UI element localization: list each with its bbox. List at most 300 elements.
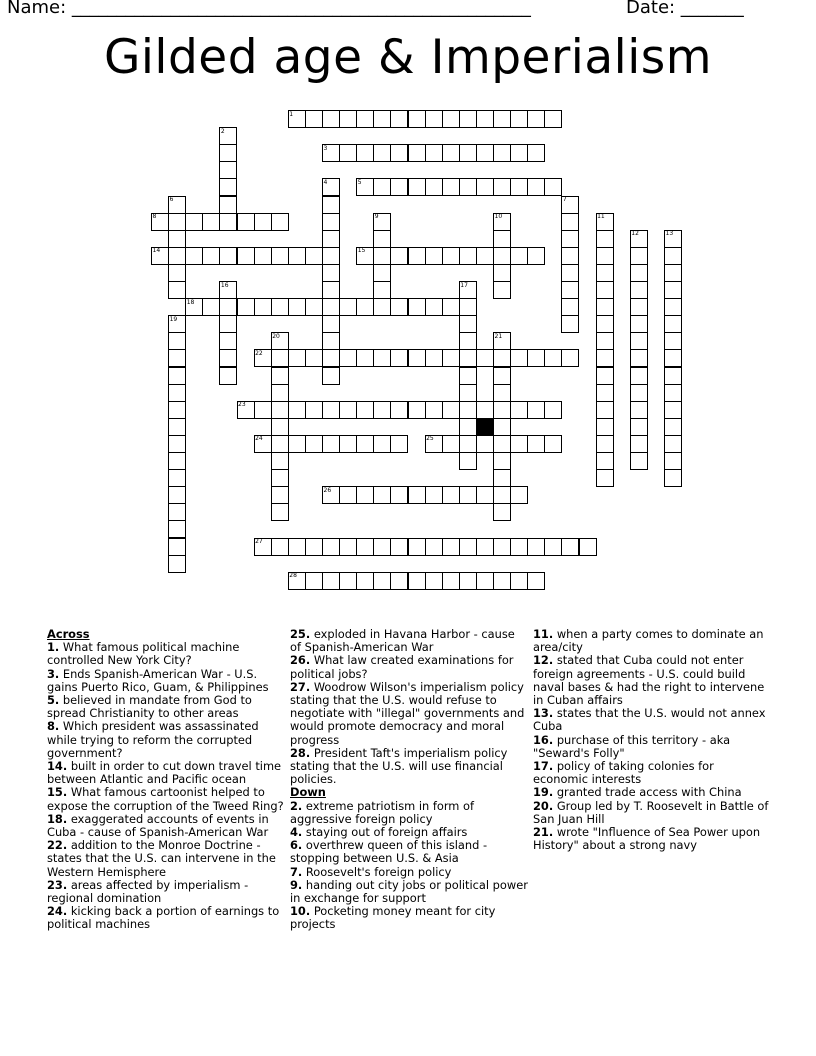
grid-cell[interactable] (459, 418, 477, 436)
clue-text: What famous cartoonist helped to expose the corruption of the Tweed Ring? (47, 785, 284, 813)
grid-cell[interactable] (476, 110, 494, 128)
grid-cell[interactable] (356, 538, 374, 556)
grid-cell[interactable] (493, 418, 511, 436)
grid-cell[interactable] (459, 110, 477, 128)
across-heading: Across (47, 627, 90, 641)
grid-cell[interactable] (168, 230, 186, 248)
grid-cell[interactable] (288, 401, 306, 419)
grid-cell[interactable] (527, 349, 545, 367)
grid-cell[interactable] (339, 538, 357, 556)
grid-cell[interactable] (493, 367, 511, 385)
grid-cell[interactable] (219, 178, 237, 196)
grid-cell[interactable] (493, 435, 511, 453)
grid-cell[interactable] (596, 418, 614, 436)
grid-cell[interactable] (271, 247, 289, 265)
grid-cell[interactable] (356, 401, 374, 419)
grid-cell[interactable] (219, 315, 237, 333)
grid-cell[interactable] (664, 247, 682, 265)
grid-cell[interactable] (271, 418, 289, 436)
grid-cell[interactable] (305, 401, 323, 419)
grid-cell[interactable] (390, 178, 408, 196)
grid-cell[interactable] (442, 435, 460, 453)
grid-cell[interactable] (408, 349, 426, 367)
grid-cell[interactable] (476, 401, 494, 419)
grid-cell[interactable] (630, 349, 648, 367)
grid-cell[interactable] (664, 367, 682, 385)
grid-cell[interactable] (561, 315, 579, 333)
grid-cell[interactable] (476, 486, 494, 504)
grid-cell[interactable] (527, 144, 545, 162)
grid-cell[interactable] (544, 435, 562, 453)
grid-cell[interactable] (527, 401, 545, 419)
grid-cell[interactable] (271, 503, 289, 521)
grid-cell[interactable] (493, 486, 511, 504)
grid-cell[interactable] (596, 452, 614, 470)
grid-cell[interactable] (510, 572, 528, 590)
grid-cell[interactable] (254, 401, 272, 419)
grid-cell[interactable] (459, 572, 477, 590)
grid-cell[interactable] (630, 367, 648, 385)
grid-cell[interactable] (664, 332, 682, 350)
clue-number-label: 26. (290, 653, 311, 668)
grid-cell[interactable] (322, 349, 340, 367)
grid-cell[interactable] (339, 435, 357, 453)
grid-cell[interactable] (288, 298, 306, 316)
grid-cell[interactable] (373, 178, 391, 196)
grid-cell[interactable] (596, 469, 614, 487)
grid-cell[interactable] (390, 110, 408, 128)
grid-cell[interactable] (510, 178, 528, 196)
grid-cell[interactable] (476, 435, 494, 453)
grid-cell[interactable] (322, 196, 340, 214)
grid-cell[interactable] (493, 469, 511, 487)
grid-cell[interactable] (254, 298, 272, 316)
grid-cell[interactable] (373, 230, 391, 248)
grid-cell[interactable] (596, 401, 614, 419)
grid-cell[interactable] (373, 401, 391, 419)
grid-cell[interactable] (596, 281, 614, 299)
grid-cell[interactable] (442, 486, 460, 504)
grid-cell[interactable] (442, 298, 460, 316)
grid-cell[interactable] (561, 264, 579, 282)
down-heading: Down (290, 785, 326, 800)
grid-cell[interactable] (425, 401, 443, 419)
clue-number: 4 (323, 178, 328, 186)
grid-cell[interactable] (322, 230, 340, 248)
grid-cell[interactable] (185, 213, 203, 231)
grid-cell[interactable] (305, 247, 323, 265)
grid-cell[interactable] (408, 110, 426, 128)
grid-cell[interactable] (630, 315, 648, 333)
grid-cell[interactable] (527, 247, 545, 265)
grid-cell[interactable] (305, 298, 323, 316)
grid-cell[interactable] (254, 247, 272, 265)
grid-cell[interactable] (373, 435, 391, 453)
grid-cell[interactable] (561, 349, 579, 367)
grid-cell[interactable] (510, 538, 528, 556)
grid-cell[interactable] (219, 349, 237, 367)
grid-cell[interactable] (630, 401, 648, 419)
grid-cell[interactable] (408, 144, 426, 162)
grid-cell[interactable] (476, 178, 494, 196)
grid-cell[interactable] (373, 486, 391, 504)
grid-cell[interactable] (168, 538, 186, 556)
grid-cell[interactable] (168, 384, 186, 402)
grid-cell[interactable] (510, 401, 528, 419)
grid-cell[interactable] (527, 178, 545, 196)
grid-cell[interactable] (356, 572, 374, 590)
grid-cell[interactable] (322, 401, 340, 419)
grid-cell[interactable] (271, 486, 289, 504)
grid-cell[interactable] (442, 401, 460, 419)
grid-cell[interactable] (288, 247, 306, 265)
grid-cell[interactable] (425, 298, 443, 316)
grid-cell[interactable] (544, 110, 562, 128)
grid-cell[interactable] (596, 298, 614, 316)
grid-cell[interactable] (493, 230, 511, 248)
grid-cell[interactable] (596, 367, 614, 385)
grid-cell[interactable] (168, 247, 186, 265)
grid-cell[interactable] (596, 315, 614, 333)
grid-cell[interactable] (373, 298, 391, 316)
grid-cell[interactable] (493, 281, 511, 299)
grid-cell[interactable] (664, 384, 682, 402)
grid-cell[interactable] (459, 298, 477, 316)
grid-cell[interactable] (339, 144, 357, 162)
grid-cell[interactable] (271, 349, 289, 367)
grid-cell[interactable] (305, 349, 323, 367)
grid-cell[interactable] (476, 247, 494, 265)
grid-cell[interactable] (322, 213, 340, 231)
grid-cell[interactable] (356, 110, 374, 128)
grid-cell[interactable] (408, 572, 426, 590)
grid-cell[interactable] (630, 418, 648, 436)
down-clue (290, 879, 528, 905)
grid-cell[interactable] (373, 281, 391, 299)
grid-cell[interactable] (168, 452, 186, 470)
clue-number-label: 7. (290, 864, 303, 879)
grid-cell[interactable] (288, 435, 306, 453)
grid-cell[interactable] (390, 435, 408, 453)
grid-cell[interactable] (168, 349, 186, 367)
grid-cell[interactable] (544, 178, 562, 196)
grid-cell[interactable] (459, 332, 477, 350)
grid-cell[interactable] (493, 538, 511, 556)
grid-cell[interactable] (459, 349, 477, 367)
grid-cell[interactable] (373, 264, 391, 282)
grid-cell[interactable] (373, 110, 391, 128)
grid-cell[interactable] (356, 298, 374, 316)
grid-cell[interactable] (322, 367, 340, 385)
grid-cell[interactable] (527, 538, 545, 556)
grid-cell[interactable] (408, 401, 426, 419)
grid-cell[interactable] (664, 401, 682, 419)
grid-cell[interactable] (390, 401, 408, 419)
grid-cell[interactable] (561, 538, 579, 556)
grid-cell[interactable] (168, 435, 186, 453)
grid-cell[interactable] (561, 298, 579, 316)
grid-cell[interactable] (630, 281, 648, 299)
grid-cell[interactable] (237, 298, 255, 316)
grid-cell[interactable] (219, 247, 237, 265)
grid-cell[interactable] (408, 486, 426, 504)
grid-cell[interactable] (168, 469, 186, 487)
grid-cell[interactable] (219, 161, 237, 179)
date-field[interactable]: Date: _______ (626, 0, 744, 18)
grid-cell[interactable] (510, 435, 528, 453)
grid-cell[interactable] (493, 110, 511, 128)
grid-cell[interactable] (630, 247, 648, 265)
grid-cell[interactable] (493, 503, 511, 521)
grid-cell[interactable] (561, 230, 579, 248)
grid-cell[interactable] (168, 555, 186, 573)
grid-cell[interactable] (664, 298, 682, 316)
grid-cell[interactable] (596, 230, 614, 248)
grid-cell[interactable] (493, 247, 511, 265)
grid-cell[interactable] (168, 332, 186, 350)
grid-cell[interactable] (459, 178, 477, 196)
grid-cell[interactable] (356, 349, 374, 367)
grid-cell[interactable] (561, 247, 579, 265)
grid-cell[interactable] (425, 110, 443, 128)
grid-cell[interactable] (185, 247, 203, 265)
grid-cell[interactable] (408, 538, 426, 556)
grid-cell[interactable] (476, 144, 494, 162)
grid-cell[interactable] (271, 384, 289, 402)
grid-cell[interactable] (493, 178, 511, 196)
grid-cell[interactable] (271, 435, 289, 453)
grid-cell[interactable] (442, 144, 460, 162)
grid-cell[interactable] (271, 452, 289, 470)
grid-cell[interactable] (476, 538, 494, 556)
grid-cell[interactable] (459, 384, 477, 402)
grid-cell[interactable] (271, 367, 289, 385)
grid-cell[interactable] (579, 538, 597, 556)
grid-cell[interactable] (288, 538, 306, 556)
grid-cell[interactable] (459, 247, 477, 265)
grid-cell[interactable] (390, 144, 408, 162)
grid-cell[interactable] (459, 367, 477, 385)
grid-cell[interactable] (339, 401, 357, 419)
grid-cell[interactable] (510, 144, 528, 162)
grid-cell[interactable] (630, 452, 648, 470)
clue-number: 10 (494, 213, 503, 221)
grid-cell[interactable] (271, 538, 289, 556)
grid-cell[interactable] (425, 178, 443, 196)
grid-cell[interactable] (630, 298, 648, 316)
grid-cell[interactable] (168, 367, 186, 385)
grid-cell[interactable] (596, 332, 614, 350)
grid-cell[interactable] (493, 452, 511, 470)
grid-cell[interactable] (664, 469, 682, 487)
grid-cell[interactable] (390, 486, 408, 504)
grid-cell[interactable] (219, 332, 237, 350)
grid-cell[interactable] (254, 213, 272, 231)
grid-cell[interactable] (493, 144, 511, 162)
grid-cell[interactable] (339, 110, 357, 128)
grid-cell[interactable] (271, 401, 289, 419)
grid-cell[interactable] (322, 264, 340, 282)
grid-cell[interactable] (510, 486, 528, 504)
grid-cell[interactable] (664, 281, 682, 299)
grid-cell[interactable] (219, 213, 237, 231)
grid-cell[interactable] (168, 281, 186, 299)
grid-cell[interactable] (442, 178, 460, 196)
grid-cell[interactable] (408, 298, 426, 316)
grid-cell[interactable] (237, 247, 255, 265)
grid-cell[interactable] (442, 247, 460, 265)
grid-cell[interactable] (356, 435, 374, 453)
grid-cell[interactable] (544, 538, 562, 556)
grid-cell[interactable] (305, 435, 323, 453)
grid-cell[interactable] (408, 247, 426, 265)
grid-cell[interactable] (425, 349, 443, 367)
grid-cell[interactable] (664, 452, 682, 470)
grid-cell[interactable] (544, 401, 562, 419)
grid-cell[interactable] (390, 298, 408, 316)
grid-cell[interactable] (561, 281, 579, 299)
grid-cell[interactable] (271, 298, 289, 316)
grid-cell[interactable] (459, 486, 477, 504)
grid-cell[interactable] (339, 349, 357, 367)
grid-cell[interactable] (271, 469, 289, 487)
grid-cell[interactable] (596, 384, 614, 402)
grid-cell[interactable] (425, 572, 443, 590)
grid-cell[interactable] (373, 349, 391, 367)
grid-cell[interactable] (408, 178, 426, 196)
grid-cell[interactable] (271, 213, 289, 231)
grid-cell[interactable] (630, 332, 648, 350)
grid-cell[interactable] (168, 503, 186, 521)
grid-cell[interactable] (442, 110, 460, 128)
grid-cell[interactable] (168, 520, 186, 538)
grid-cell[interactable] (373, 538, 391, 556)
grid-cell[interactable] (237, 213, 255, 231)
grid-cell[interactable] (168, 401, 186, 419)
down-clue-list-continued (533, 628, 771, 852)
grid-cell[interactable] (168, 264, 186, 282)
grid-cell[interactable] (322, 332, 340, 350)
grid-cell[interactable] (442, 572, 460, 590)
grid-cell[interactable] (390, 349, 408, 367)
grid-cell[interactable] (510, 110, 528, 128)
grid-cell[interactable] (219, 367, 237, 385)
grid-cell[interactable] (390, 247, 408, 265)
grid-cell[interactable] (219, 298, 237, 316)
grid-cell[interactable] (322, 572, 340, 590)
grid-cell[interactable] (390, 572, 408, 590)
grid-cell[interactable] (219, 144, 237, 162)
grid-cell[interactable] (510, 349, 528, 367)
grid-cell[interactable] (373, 572, 391, 590)
grid-cell[interactable] (425, 247, 443, 265)
grid-cell[interactable] (339, 486, 357, 504)
grid-cell[interactable] (510, 247, 528, 265)
grid-cell[interactable] (339, 572, 357, 590)
grid-cell[interactable] (630, 384, 648, 402)
grid-cell[interactable] (322, 110, 340, 128)
grid-cell[interactable] (493, 572, 511, 590)
grid-cell[interactable] (459, 315, 477, 333)
grid-cell[interactable] (322, 538, 340, 556)
grid-cell[interactable] (168, 418, 186, 436)
grid-cell[interactable] (305, 538, 323, 556)
grid-cell[interactable] (527, 572, 545, 590)
grid-cell[interactable] (459, 401, 477, 419)
grid-cell[interactable] (442, 538, 460, 556)
grid-cell[interactable] (561, 213, 579, 231)
black-square (476, 418, 494, 436)
grid-cell[interactable] (459, 452, 477, 470)
grid-cell[interactable] (493, 401, 511, 419)
grid-cell[interactable] (202, 247, 220, 265)
grid-cell[interactable] (219, 196, 237, 214)
grid-cell[interactable] (596, 435, 614, 453)
grid-cell[interactable] (425, 144, 443, 162)
grid-cell[interactable] (305, 572, 323, 590)
grid-cell[interactable] (202, 213, 220, 231)
grid-cell[interactable] (459, 435, 477, 453)
grid-cell[interactable] (459, 144, 477, 162)
grid-cell[interactable] (168, 213, 186, 231)
clue-number: 27 (255, 538, 263, 545)
grid-cell[interactable] (493, 384, 511, 402)
grid-cell[interactable] (630, 264, 648, 282)
name-field[interactable]: Name: ___________________________________________________ (7, 0, 531, 18)
grid-cell[interactable] (322, 281, 340, 299)
grid-cell[interactable] (322, 298, 340, 316)
grid-cell[interactable] (664, 264, 682, 282)
grid-cell[interactable] (664, 418, 682, 436)
grid-cell[interactable] (493, 264, 511, 282)
grid-cell[interactable] (202, 298, 220, 316)
grid-cell[interactable] (425, 486, 443, 504)
grid-cell[interactable] (442, 349, 460, 367)
grid-cell[interactable] (356, 486, 374, 504)
grid-cell[interactable] (527, 110, 545, 128)
grid-cell[interactable] (322, 315, 340, 333)
grid-cell[interactable] (527, 435, 545, 453)
clue-number: 21 (494, 332, 503, 340)
grid-cell[interactable] (390, 538, 408, 556)
grid-cell[interactable] (373, 247, 391, 265)
grid-cell[interactable] (322, 247, 340, 265)
across-clue (47, 839, 285, 879)
grid-cell[interactable] (664, 349, 682, 367)
grid-cell[interactable] (664, 315, 682, 333)
clue-text: purchase of this territory - aka "Seward's Folly" (533, 732, 731, 760)
grid-cell[interactable] (630, 435, 648, 453)
clue-number-label: 17. (533, 759, 554, 774)
grid-cell[interactable] (476, 349, 494, 367)
grid-cell[interactable] (664, 435, 682, 453)
grid-cell[interactable] (425, 538, 443, 556)
grid-cell[interactable] (288, 349, 306, 367)
grid-cell[interactable] (339, 298, 357, 316)
grid-cell[interactable] (305, 110, 323, 128)
grid-cell[interactable] (493, 349, 511, 367)
grid-cell[interactable] (596, 247, 614, 265)
grid-cell[interactable] (459, 538, 477, 556)
grid-cell[interactable] (596, 264, 614, 282)
grid-cell[interactable] (476, 572, 494, 590)
grid-cell[interactable] (322, 435, 340, 453)
grid-cell[interactable] (596, 349, 614, 367)
grid-cell[interactable] (356, 144, 374, 162)
grid-cell[interactable] (544, 349, 562, 367)
grid-cell[interactable] (168, 486, 186, 504)
grid-cell[interactable] (373, 144, 391, 162)
